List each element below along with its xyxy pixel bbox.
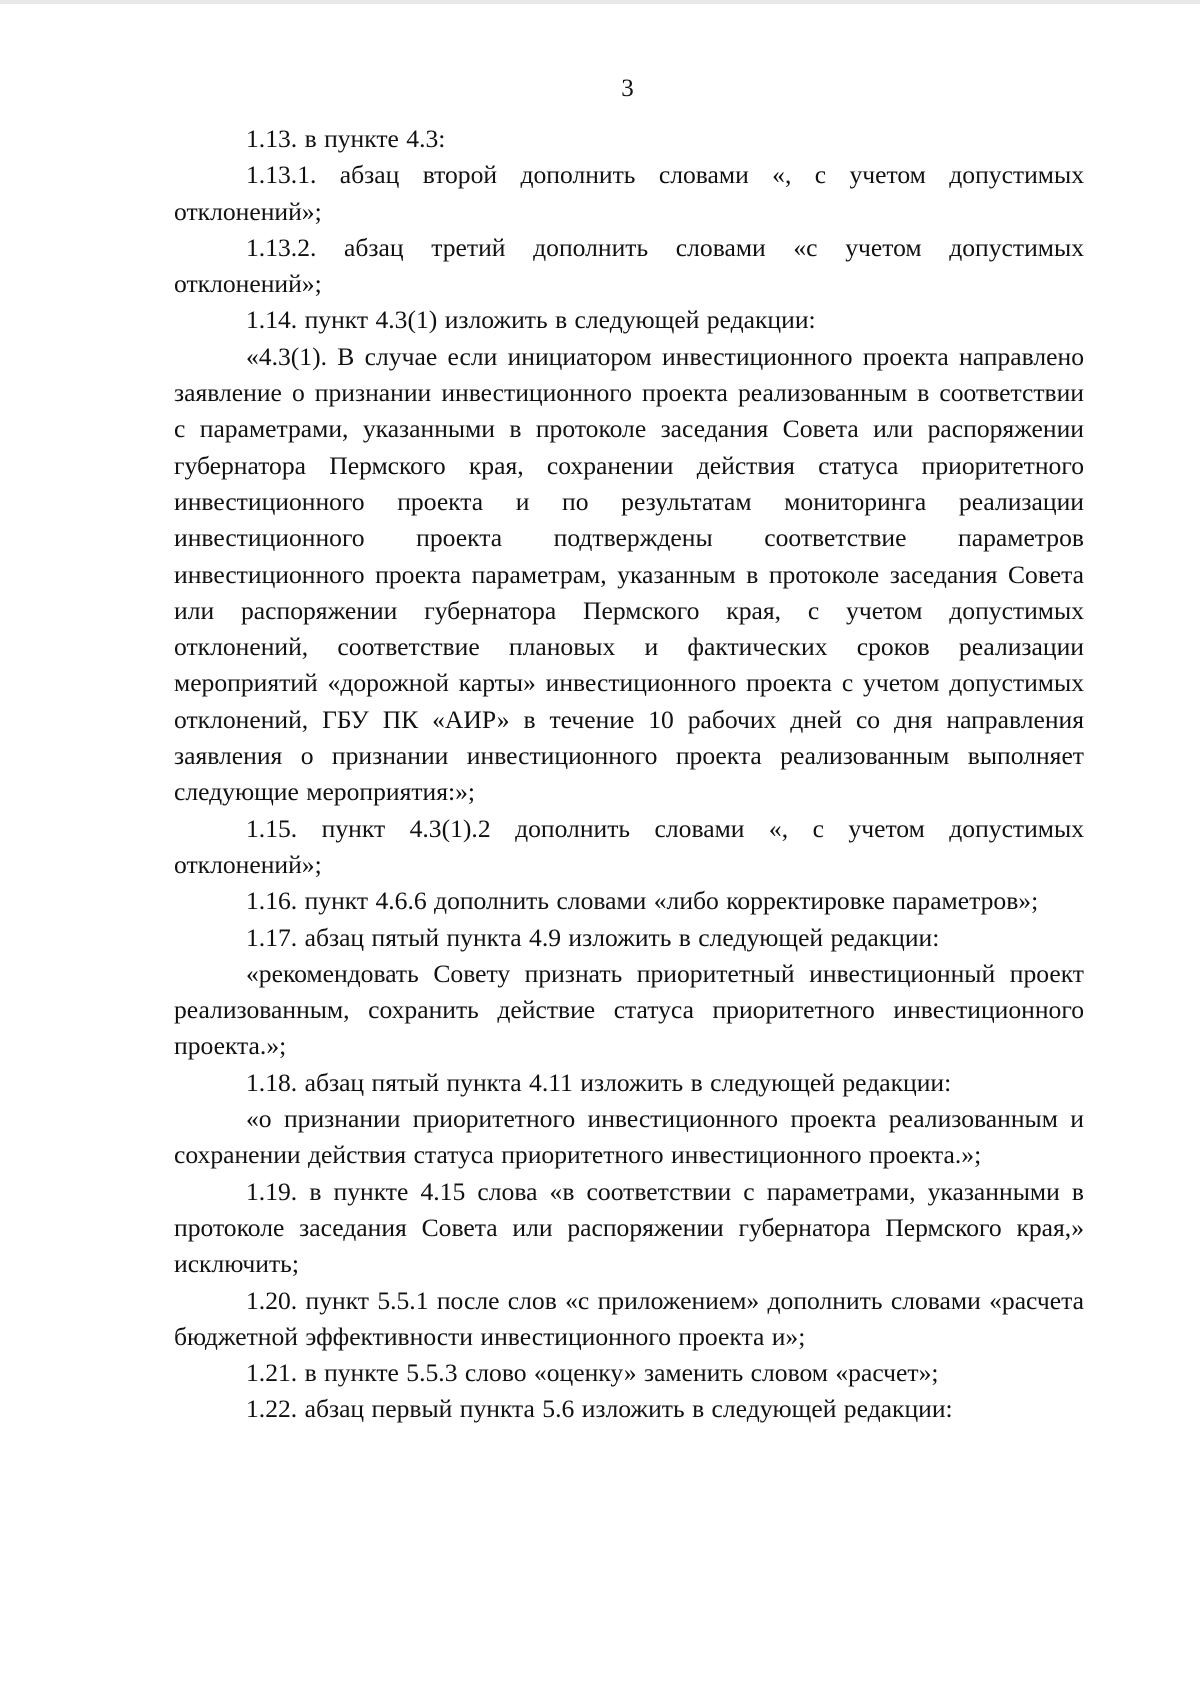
paragraph-4-3-1-text: «4.3(1). В случае если инициатором инвестиционного проекта направлено заявление о признании инвестиционного проекта реализованным в соответствии с параметрами, указанными в протоколе заседания Совета или распоряжении губернатора Пермского края, сохранении действия статуса приоритетного инвестиционного проекта и по результатам мониторинга реализации инвестиционного проекта подтверждены соответствие параметров инвестиционного проекта параметрам, указанным в протоколе заседания Совета или распоряжении губернатора Пермского края, с учетом допустимых отклонений, соответствие плановых и фактических сроков реализации мероприятий «дорожной карты» инвестиционного проекта с учетом допустимых отклонений, ГБУ ПК «АИР» в течение 10 рабочих дней со дня направления заявления о признании инвестиционного проекта реализованным выполняет следующие мероприятия:»; xyxy=(174,341,1084,807)
paragraph-1-15: 1.15. пункт 4.3(1).2 дополнить словами «, с учетом допустимых отклонений»; xyxy=(174,813,1084,879)
page-top-edge xyxy=(0,0,1200,4)
paragraph-1-13-1: 1.13.1. абзац второй дополнить словами «, с учетом допустимых отклонений»; xyxy=(174,160,1084,226)
page-number: 3 xyxy=(621,75,634,102)
paragraph-recognition-text: «о признании приоритетного инвестиционного проекта реализованным и сохранении действия статуса приоритетного инвестиционного проекта.»; xyxy=(174,1104,1084,1170)
paragraph-1-14: 1.14. пункт 4.3(1) изложить в следующей редакции: xyxy=(246,305,816,335)
paragraph-1-22: 1.22. абзац первый пункта 5.6 изложить в следующей редакции: xyxy=(246,1394,953,1424)
paragraph-1-18: 1.18. абзац пятый пункта 4.11 изложить в следующей редакции: xyxy=(246,1067,952,1097)
paragraph-1-19: 1.19. в пункте 4.15 слова «в соответствии с параметрами, указанными в протоколе заседания Совета или распоряжении губернатора Пермского края,» исключить; xyxy=(174,1176,1084,1279)
paragraph-1-20: 1.20. пункт 5.5.1 после слов «с приложением» дополнить словами «расчета бюджетной эффективности инвестиционного проекта и»; xyxy=(174,1285,1084,1351)
paragraph-1-16: 1.16. пункт 4.6.6 дополнить словами «либо корректировке параметров»; xyxy=(246,886,1039,916)
paragraph-recommend-text: «рекомендовать Совету признать приоритетный инвестиционный проект реализованным, сохранить действие статуса приоритетного инвестиционного проекта.»; xyxy=(174,958,1084,1061)
paragraph-1-13-2: 1.13.2. абзац третий дополнить словами «с учетом допустимых отклонений»; xyxy=(174,232,1084,299)
document-body xyxy=(174,121,1084,1428)
paragraph-1-13: 1.13. в пункте 4.3: xyxy=(246,124,446,153)
paragraph-1-21: 1.21. в пункте 5.5.3 слово «оценку» заменить словом «расчет»; xyxy=(246,1358,939,1388)
paragraph-1-17: 1.17. абзац пятый пункта 4.9 изложить в следующей редакции: xyxy=(246,922,940,952)
